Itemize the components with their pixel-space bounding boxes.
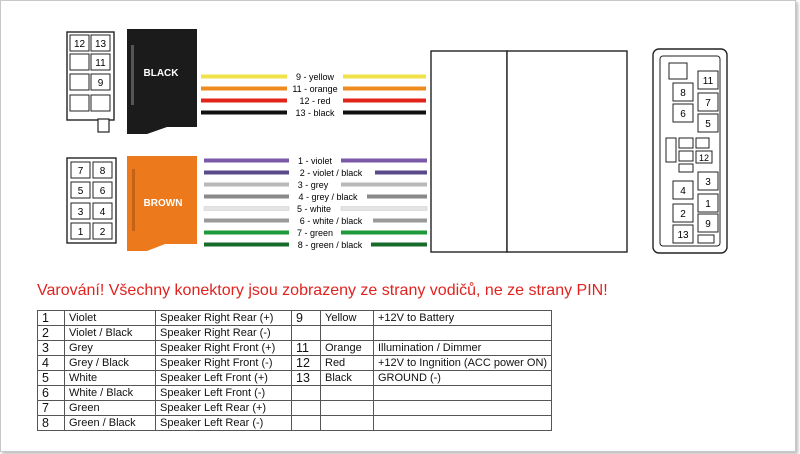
pin-function [374, 416, 552, 431]
svg-text:4: 4 [99, 207, 106, 218]
wire-6-white-black [204, 216, 427, 226]
wire-color [321, 416, 374, 431]
brown-connector-face [67, 158, 116, 243]
svg-text:13: 13 [94, 39, 107, 50]
svg-text:1: 1 [705, 199, 711, 210]
svg-text:4: 4 [680, 186, 686, 197]
iso-pin-3 [698, 172, 718, 190]
iso-pin-4 [673, 181, 693, 199]
wire-7-green [204, 228, 427, 238]
pin-number: 4 [38, 356, 65, 371]
svg-text:3: 3 [705, 177, 711, 188]
wire-1-violet [204, 156, 427, 166]
wire-color: Orange [321, 341, 374, 356]
black-connector-label: BLACK [143, 68, 179, 79]
wire-4-grey-black [204, 192, 427, 202]
svg-text:6: 6 [99, 186, 106, 197]
table-row [38, 341, 552, 356]
brown-cell-r3c0 [71, 223, 90, 239]
pin-number: 3 [38, 341, 65, 356]
brown-connector-label: BROWN [143, 198, 183, 209]
iso-connector-body [431, 51, 627, 252]
wire-label: 9 - yellow [295, 72, 335, 82]
wire-8-green-black [204, 240, 427, 250]
wire-color: Red [321, 356, 374, 371]
pin-function: Speaker Left Front (-) [156, 386, 292, 401]
brown-cell-r0c0 [71, 162, 90, 178]
pin-number: 7 [38, 401, 65, 416]
svg-text:7: 7 [77, 166, 84, 177]
svg-text:12: 12 [73, 39, 86, 50]
brown-connector-housing [127, 156, 197, 251]
wire-12-red [201, 96, 426, 106]
pin-table [37, 310, 552, 431]
pin-number: 5 [38, 371, 65, 386]
black-housing-shape [127, 29, 197, 134]
brown-cell-r2c0 [71, 203, 90, 219]
pin-number: 11 [292, 341, 321, 356]
iso-pin-7 [698, 93, 718, 111]
svg-text:5: 5 [705, 119, 711, 130]
table-row [38, 326, 552, 341]
iso-pin-8 [673, 83, 693, 101]
wire-label: 6 - white / black [299, 216, 363, 226]
iso-pin-12 [696, 151, 712, 163]
wire-label: 13 - black [295, 108, 335, 118]
table-row [38, 386, 552, 401]
pin-function [374, 401, 552, 416]
wire-color [321, 386, 374, 401]
warning-text: Varování! Všechny konektory jsou zobrazeny ze strany vodičů, ne ze strany PIN! [37, 282, 608, 299]
pin-number [292, 386, 321, 401]
wiring-diagram [1, 1, 797, 281]
svg-text:5: 5 [77, 186, 84, 197]
pin-function: Speaker Right Rear (-) [156, 326, 292, 341]
iso-pin-9 [698, 214, 718, 232]
black-connector-face [67, 32, 114, 132]
svg-text:9: 9 [97, 78, 104, 89]
black-cell-r0c1 [91, 35, 110, 51]
iso-pin-1 [698, 194, 718, 212]
wire-color: Yellow [321, 311, 374, 326]
wire-label: 11 - orange [292, 84, 338, 94]
wire-color: Grey / Black [65, 356, 156, 371]
table-row [38, 371, 552, 386]
pin-function: Speaker Left Rear (-) [156, 416, 292, 431]
pin-function: Speaker Right Rear (+) [156, 311, 292, 326]
svg-text:2: 2 [680, 209, 686, 220]
wire-label: 3 - grey [297, 180, 329, 190]
pin-function: Speaker Right Front (+) [156, 341, 292, 356]
black-cell-r3c0 [70, 95, 89, 111]
pin-number: 6 [38, 386, 65, 401]
pin-function: Illumination / Dimmer [374, 341, 552, 356]
iso-pin-2 [673, 204, 693, 222]
wire-color: Green / Black [65, 416, 156, 431]
iso-pin-13 [673, 225, 693, 243]
black-cell-r2c0 [70, 74, 89, 90]
wire-color: White / Black [65, 386, 156, 401]
pin-number [292, 416, 321, 431]
pin-function: Speaker Left Front (+) [156, 371, 292, 386]
wire-2-violet-black [204, 168, 427, 178]
wire-3-grey [204, 180, 427, 190]
pin-function: GROUND (-) [374, 371, 552, 386]
iso-connector-face [653, 49, 727, 253]
wire-color [321, 326, 374, 341]
wire-11-orange [201, 84, 426, 94]
black-wires [201, 72, 426, 118]
pin-number: 9 [292, 311, 321, 326]
wire-color: Violet / Black [65, 326, 156, 341]
wire-9-yellow [201, 72, 426, 82]
brown-cell-r1c1 [93, 182, 112, 198]
wire-label: 1 - violet [297, 156, 333, 166]
pin-function: +12V to Battery [374, 311, 552, 326]
pin-function: +12V to Ingnition (ACC power ON) [374, 356, 552, 371]
pin-number: 2 [38, 326, 65, 341]
pin-number [292, 326, 321, 341]
wire-label: 4 - grey / black [298, 192, 358, 202]
svg-text:8: 8 [99, 166, 106, 177]
wire-color: Black [321, 371, 374, 386]
pin-function: Speaker Left Rear (+) [156, 401, 292, 416]
wire-5-white [204, 204, 427, 214]
wire-label: 5 - white [296, 204, 332, 214]
wire-color: Green [65, 401, 156, 416]
svg-text:2: 2 [99, 227, 106, 238]
wire-color: Grey [65, 341, 156, 356]
svg-text:11: 11 [702, 76, 714, 87]
wire-label: 12 - red [299, 96, 331, 106]
iso-pin-11 [698, 71, 718, 89]
wire-label: 2 - violet / black [299, 168, 363, 178]
black-cell-r1c1 [91, 54, 110, 70]
pin-function: Speaker Right Front (-) [156, 356, 292, 371]
iso-pin-6 [673, 104, 693, 122]
pin-number: 13 [292, 371, 321, 386]
pin-number: 12 [292, 356, 321, 371]
svg-text:7: 7 [705, 98, 711, 109]
black-cell-r0c0 [70, 35, 89, 51]
svg-text:11: 11 [95, 58, 106, 69]
table-row [38, 401, 552, 416]
brown-cell-r0c1 [93, 162, 112, 178]
table-row [38, 356, 552, 371]
iso-pin-5 [698, 114, 718, 132]
svg-text:6: 6 [680, 109, 686, 120]
wire-color: Violet [65, 311, 156, 326]
wire-13-black [201, 108, 426, 118]
table-row [38, 416, 552, 431]
wire-color [321, 401, 374, 416]
pin-number: 1 [38, 311, 65, 326]
brown-cell-r2c1 [93, 203, 112, 219]
wire-color: White [65, 371, 156, 386]
black-cell-r2c1 [91, 74, 110, 90]
pin-number [292, 401, 321, 416]
black-connector-housing [127, 29, 197, 134]
brown-cell-r1c0 [71, 182, 90, 198]
wire-label: 7 - green [296, 228, 334, 238]
svg-text:8: 8 [680, 88, 686, 99]
wire-label: 8 - green / black [297, 240, 363, 250]
svg-text:13: 13 [677, 230, 689, 241]
pin-function [374, 386, 552, 401]
black-cell-r1c0 [70, 54, 89, 70]
svg-text:12: 12 [698, 153, 710, 163]
brown-cell-r3c1 [93, 223, 112, 239]
brown-wires [204, 156, 427, 250]
svg-text:9: 9 [705, 219, 711, 230]
svg-text:1: 1 [77, 227, 84, 238]
pin-number: 8 [38, 416, 65, 431]
pin-function [374, 326, 552, 341]
table-row [38, 311, 552, 326]
svg-text:3: 3 [77, 207, 84, 218]
black-cell-r3c1 [91, 95, 110, 111]
